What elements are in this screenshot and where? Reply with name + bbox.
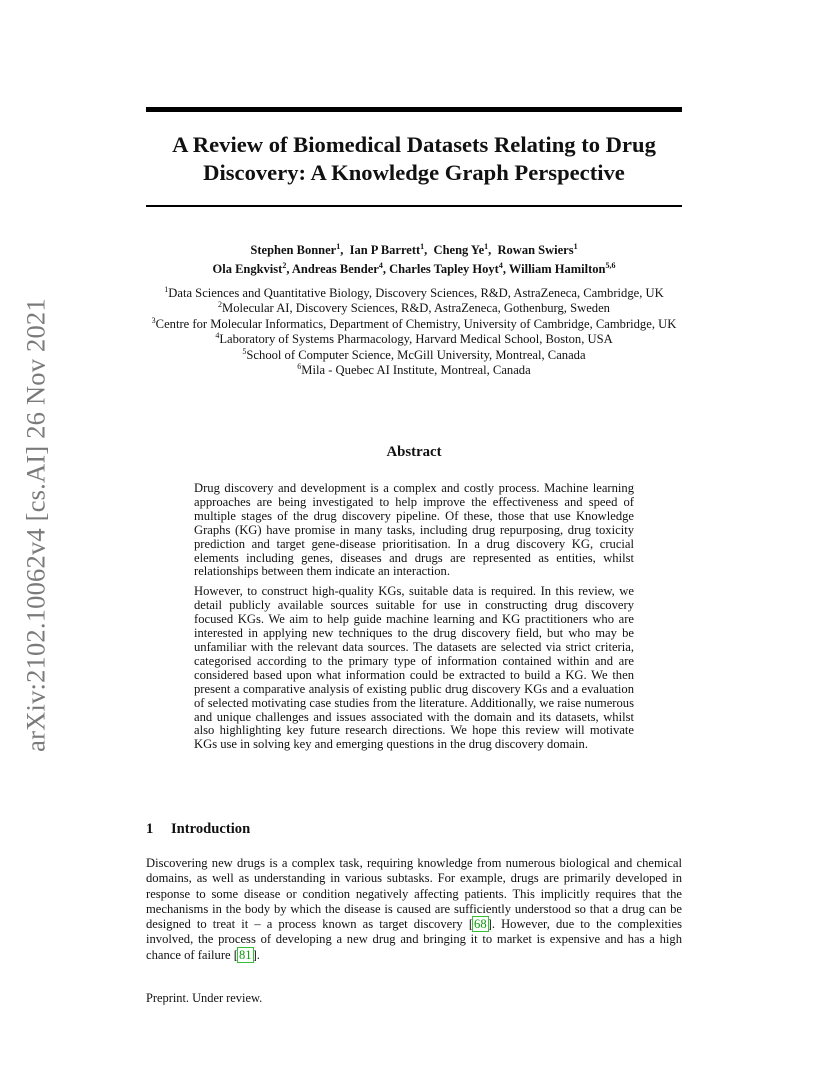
affiliation-list	[120, 286, 708, 378]
affiliation-number: 6	[297, 362, 302, 372]
affiliation-number: 5	[242, 346, 247, 356]
author-affiliation-mark: 4	[498, 261, 503, 270]
affiliation-number: 1	[164, 285, 169, 294]
author-name: Ian P Barrett	[349, 243, 421, 257]
citation-link[interactable]: 68	[474, 917, 487, 932]
author	[213, 262, 287, 276]
author	[434, 243, 489, 257]
author-name: Ola Engkvist	[212, 262, 283, 276]
author	[389, 262, 503, 276]
author	[250, 243, 340, 257]
author-name: Rowan Swiers	[497, 243, 574, 257]
title-top-rule	[146, 107, 682, 112]
section-heading	[146, 820, 250, 838]
affiliation	[120, 348, 708, 363]
author-affiliation-mark: 5,6	[605, 261, 616, 270]
author	[509, 262, 616, 276]
author-name: Cheng Ye	[433, 243, 485, 257]
introduction-paragraph: Discovering new drugs is a complex task, requiring knowledge from numerous biological and chemical domains, as well as understanding in various subtasks. For example, drugs are primarily developed in response to some disease or condition negatively affecting patients. This implicitly requires that the mechanisms in the body by which the disease is caused are sufficiently understood so that a drug can be designed to treat it – a process known as target discovery [68]. However, due to the complexities involved, the process of developing a new drug and bringing it to market is expensive and has a high chance of failure [81].	[146, 856, 682, 962]
affiliation	[120, 317, 708, 332]
arxiv-identifier-stamp	[14, 290, 58, 760]
citation-link[interactable]: 81	[238, 947, 252, 962]
author-affiliation-mark: 4	[378, 261, 383, 270]
affiliation	[120, 286, 708, 301]
affiliation	[120, 332, 708, 347]
affiliation-text: School of Computer Science, McGill University, Montreal, Canada	[246, 347, 586, 362]
affiliation-text: Data Sciences and Quantitative Biology, Discovery Sciences, R&D, AstraZeneca, Cambridge, UK	[168, 286, 664, 300]
footer-note: Preprint. Under review.	[146, 991, 263, 1005]
intro-text: . However, due to the complexities involved, the process of developing a new drug and bringing it to market is expensive and has a high chance of failure	[146, 917, 682, 962]
author-name: William Hamilton	[508, 262, 606, 276]
affiliation-number: 3	[151, 315, 156, 325]
section-title: Introduction	[171, 821, 251, 837]
author-block	[146, 241, 682, 279]
author-line: Ola Engkvist$^2$, Andreas Bender$^4$, Charles Tapley Hoyt$^4$, William Hamilton$^{5,6}$	[212, 261, 616, 276]
abstract-body	[194, 482, 634, 752]
intro-text: Discovering new drugs is a complex task, requiring knowledge from numerous biological and chemical domains, as well as understanding in various subtasks. For example, drugs are primarily developed in response to some disease or condition negatively affecting patients. This implicitly requires that the mechanisms in the body by which the disease is caused are sufficiently understood so that a drug can be designed to treat it – a process known as target discovery	[146, 856, 682, 932]
author-affiliation-mark: 1	[573, 242, 578, 251]
title-bottom-rule	[146, 205, 682, 207]
arxiv-identifier-text: arXiv:2102.10062v4 [cs.AI] 26 Nov 2021	[20, 298, 51, 752]
author-line: Stephen Bonner$^1$, Ian P Barrett$^1$, Cheng Ye$^1$, Rowan Swiers$^1$	[250, 242, 578, 257]
author	[498, 243, 578, 257]
affiliation-number: 4	[215, 331, 220, 341]
affiliation-text: Laboratory of Systems Pharmacology, Harvard Medical School, Boston, USA	[219, 332, 613, 347]
paper-title: A Review of Biomedical Datasets Relating to Drug Discovery: A Knowledge Graph Perspective	[172, 132, 656, 185]
author-name: Andreas Bender	[291, 262, 379, 276]
author-name: Stephen Bonner	[250, 243, 337, 257]
intro-text: .	[256, 947, 260, 962]
author-name: Charles Tapley Hoyt	[389, 262, 499, 276]
abstract-paragraph: However, to construct high-quality KGs, suitable data is required. In this review, we detail publicly available sources suitable for use in constructing drug discovery focused KGs. We aim to help guide machine learning and KG practitioners who are interested in applying new techniques to the drug discovery field, but who may be unfamiliar with the relevant data sources. The datasets are selected via strict criteria, categorised according to the primary type of information contained within and are considered based upon what information could be extracted to build a KG. We then present a comparative analysis of existing public drug discovery KGs and a evaluation of selected motivating case studies from the literature. Additionally, we raise numerous and unique challenges and issues associated with the domain and its datasets, whilst also highlighting key future research directions. We hope this review will motivate KGs use in solving key and emerging questions in the drug discovery domain.	[194, 584, 634, 752]
author-affiliation-mark: 2	[282, 261, 287, 270]
author-affiliation-mark: 1	[484, 242, 489, 251]
affiliation-text: Centre for Molecular Informatics, Department of Chemistry, University of Cambridge, Cambridge, UK	[155, 316, 677, 331]
affiliation	[120, 301, 708, 316]
abstract-paragraph: Drug discovery and development is a complex and costly process. Machine learning approaches are being investigated to help improve the effectiveness and speed of multiple stages of the drug discovery pipeline. Of these, those that use Knowledge Graphs (KG) have promise in many tasks, including drug repurposing, drug toxicity prediction and target gene-disease prioritisation. In a drug discovery KG, crucial elements including genes, diseases and drugs are represented as entities, whilst relationships between them indicate an interaction.	[194, 481, 634, 579]
section-number: 1	[146, 821, 154, 837]
affiliation-number: 2	[218, 300, 222, 310]
author-affiliation-mark: 1	[336, 242, 341, 251]
affiliation-text: Mila - Quebec AI Institute, Montreal, Canada	[301, 363, 531, 378]
affiliation	[120, 363, 708, 378]
affiliation-text: Molecular AI, Discovery Sciences, R&D, AstraZeneca, Gothenburg, Sweden	[222, 301, 610, 316]
author-affiliation-mark: 1	[420, 242, 425, 251]
author	[350, 243, 425, 257]
abstract-heading: Abstract	[386, 444, 442, 460]
author	[292, 262, 383, 276]
